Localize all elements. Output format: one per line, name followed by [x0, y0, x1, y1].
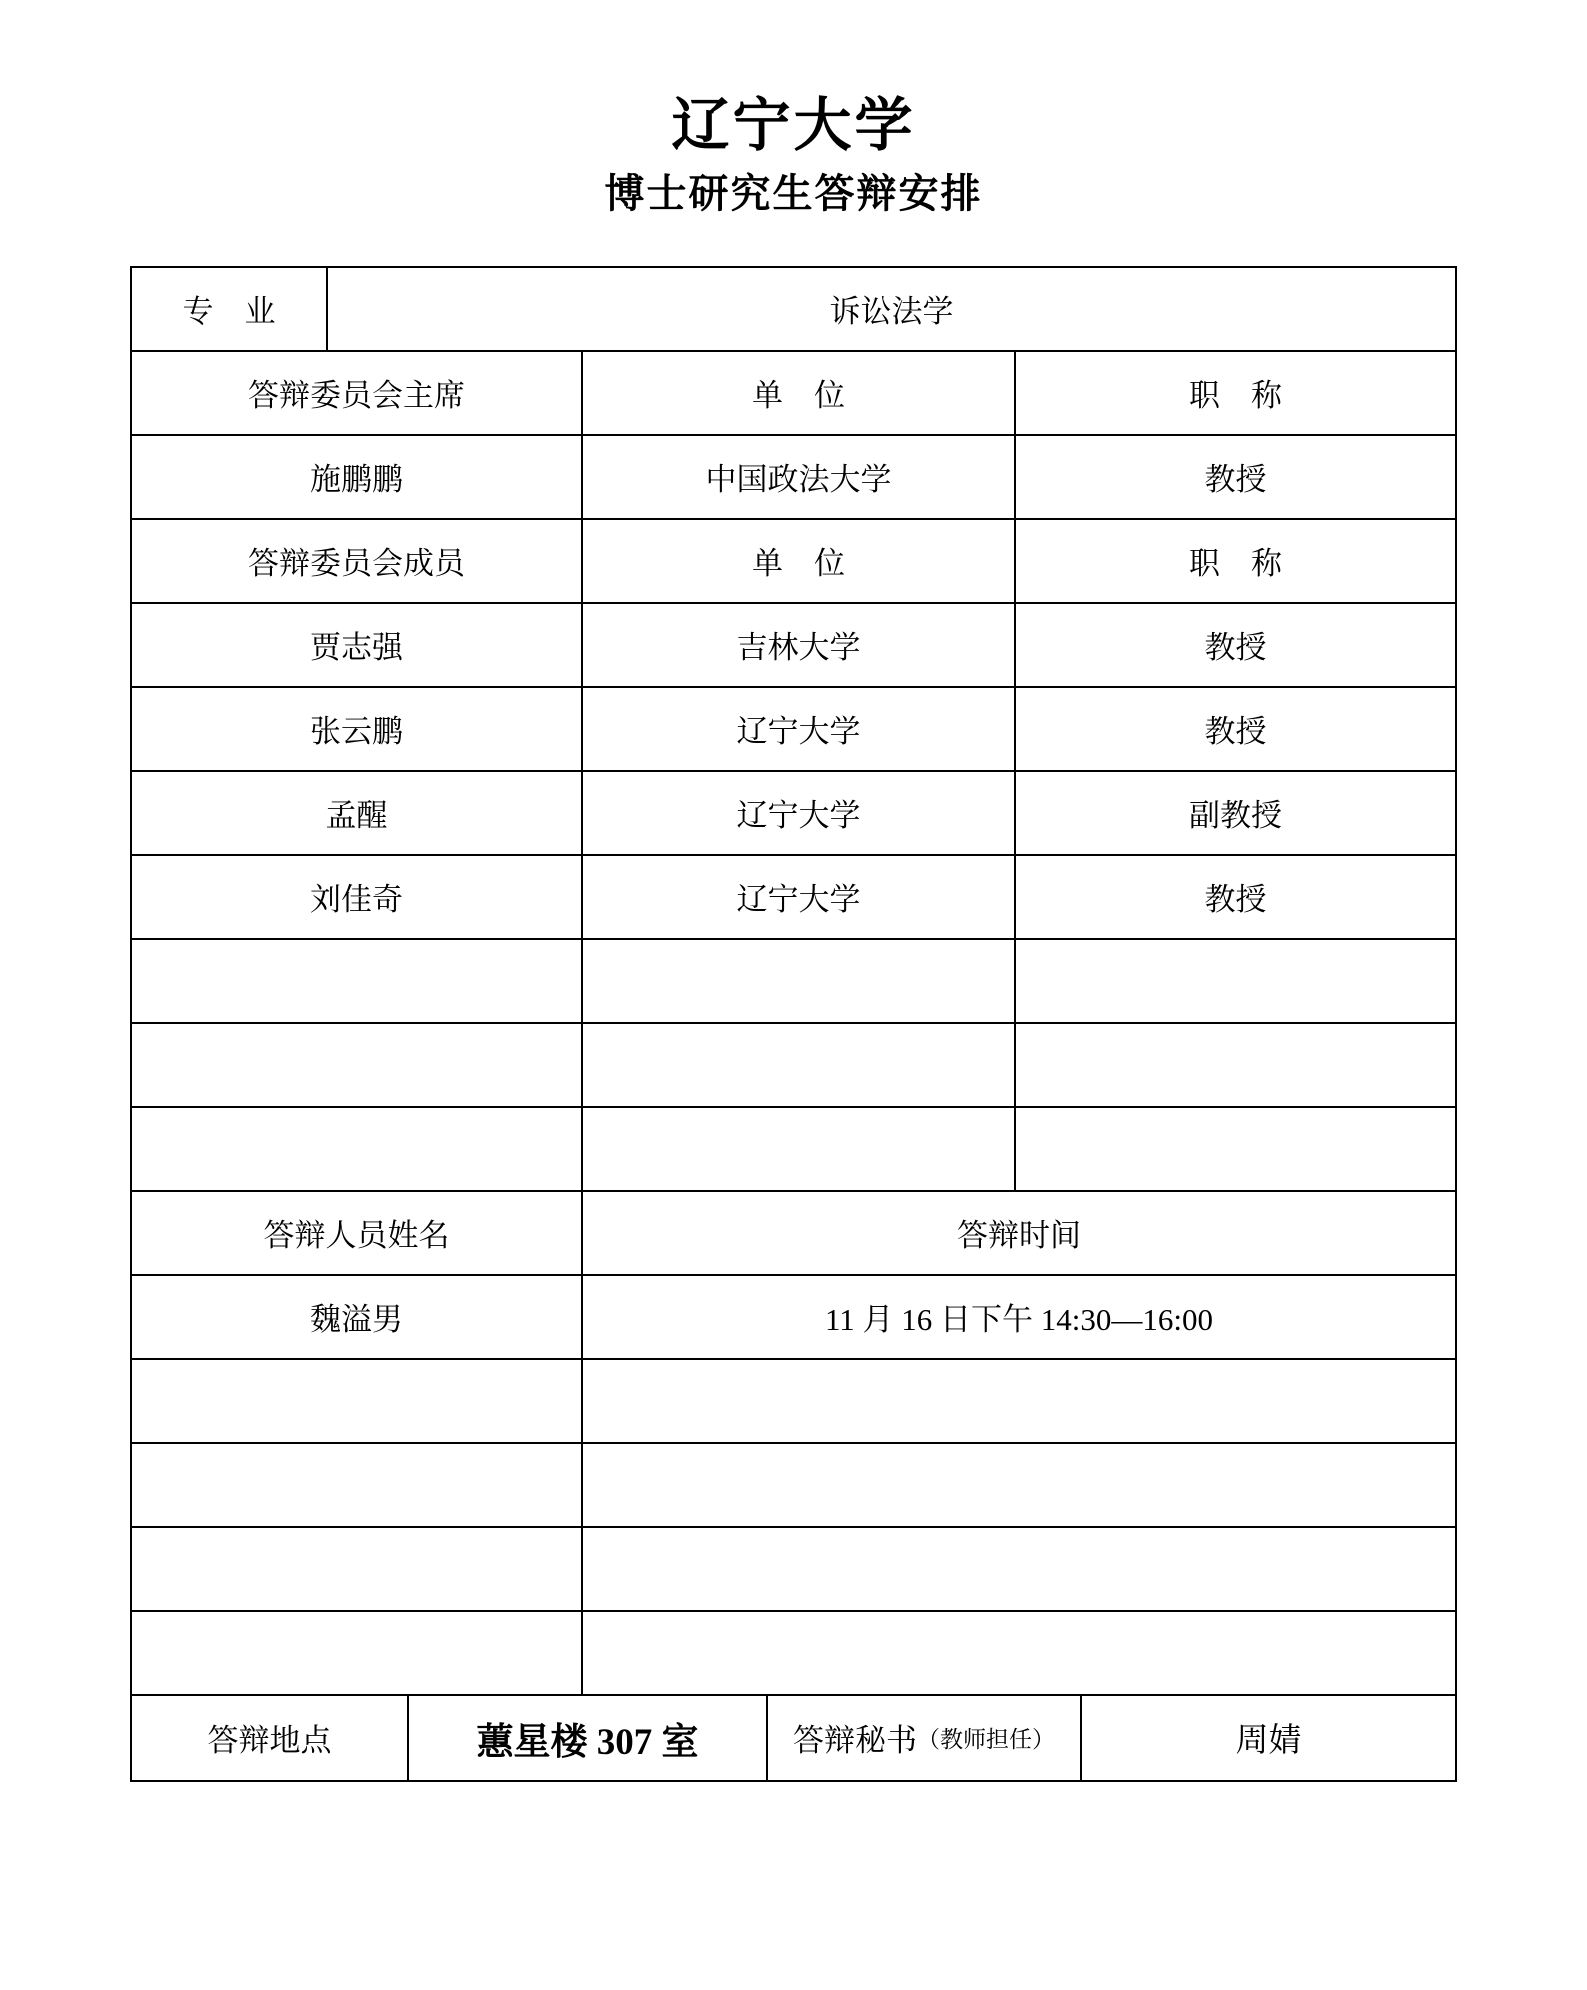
defense-time-cell: 11 月 16 日下午 14:30—16:00 — [824, 1302, 1214, 1338]
committee-chair-header-row — [132, 352, 1455, 436]
member-unit-cell: 吉林大学 — [583, 604, 1016, 686]
member-unit-header-cell: 单 位 — [583, 520, 1016, 602]
committee-member-row — [132, 1024, 1455, 1108]
member-title-cell — [1016, 1108, 1455, 1190]
member-unit-cell: 辽宁大学 — [583, 688, 1016, 770]
chair-role-header-cell: 答辩委员会主席 — [132, 352, 583, 434]
member-name-cell: 张云鹏 — [132, 688, 583, 770]
secretary-label: 答辩秘书 — [793, 1723, 917, 1759]
defense-time-cell — [583, 1528, 1455, 1610]
committee-member-row — [132, 772, 1455, 856]
defense-name-header-cell: 答辩人员姓名 — [132, 1192, 583, 1274]
major-label-cell: 专 业 — [132, 268, 328, 350]
member-title-cell — [1016, 1024, 1455, 1106]
defense-row — [132, 1528, 1455, 1612]
member-role-header-cell: 答辩委员会成员 — [132, 520, 583, 602]
member-unit-cell: 辽宁大学 — [583, 772, 1016, 854]
footer-row — [132, 1696, 1455, 1780]
member-unit-cell — [583, 1108, 1016, 1190]
defense-name-cell: 魏溢男 — [132, 1276, 583, 1358]
member-name-cell — [132, 1108, 583, 1190]
member-unit-cell — [583, 1024, 1016, 1106]
member-title-cell: 教授 — [1204, 714, 1267, 750]
committee-member-row — [132, 856, 1455, 940]
defense-time-cell — [583, 1612, 1455, 1694]
member-title-cell: 教授 — [1204, 882, 1267, 918]
page-title: 辽宁大学 — [671, 93, 916, 158]
defense-row — [132, 1360, 1455, 1444]
chair-title-cell: 教授 — [1204, 462, 1267, 498]
committee-chair-row — [132, 436, 1455, 520]
defense-time-header-cell: 答辩时间 — [957, 1218, 1081, 1254]
committee-member-row — [132, 1108, 1455, 1192]
defense-name-cell — [132, 1528, 583, 1610]
defense-row — [132, 1444, 1455, 1528]
member-name-cell: 贾志强 — [132, 604, 583, 686]
secretary-note: （教师担任） — [917, 1727, 1055, 1753]
committee-member-header-row — [132, 520, 1455, 604]
member-name-cell — [132, 940, 583, 1022]
member-title-cell: 副教授 — [1189, 798, 1282, 834]
defense-header-row — [132, 1192, 1455, 1276]
chair-unit-header-cell: 单 位 — [583, 352, 1016, 434]
location-value-cell: 蕙星楼 307 室 — [409, 1696, 768, 1780]
defense-name-cell — [132, 1612, 583, 1694]
chair-name-cell: 施鹏鹏 — [132, 436, 583, 518]
member-title-header-cell: 职 称 — [1189, 546, 1282, 582]
defense-time-cell — [583, 1360, 1455, 1442]
committee-member-row — [132, 604, 1455, 688]
location-label-cell: 答辩地点 — [132, 1696, 409, 1780]
member-name-cell: 刘佳奇 — [132, 856, 583, 938]
member-title-cell — [1016, 940, 1455, 1022]
secretary-value-cell: 周婧 — [1235, 1723, 1302, 1760]
page-subtitle: 博士研究生答辩安排 — [604, 171, 983, 216]
member-unit-cell — [583, 940, 1016, 1022]
member-name-cell — [132, 1024, 583, 1106]
defense-row — [132, 1276, 1455, 1360]
member-name-cell: 孟醒 — [132, 772, 583, 854]
defense-row — [132, 1612, 1455, 1696]
chair-title-header-cell: 职 称 — [1189, 378, 1282, 414]
committee-member-row — [132, 688, 1455, 772]
secretary-label-cell — [768, 1696, 1082, 1780]
major-row — [132, 268, 1455, 352]
chair-unit-cell: 中国政法大学 — [583, 436, 1016, 518]
member-unit-cell: 辽宁大学 — [583, 856, 1016, 938]
committee-member-row — [132, 940, 1455, 1024]
defense-name-cell — [132, 1444, 583, 1526]
defense-table — [130, 266, 1457, 1782]
defense-time-cell — [583, 1444, 1455, 1526]
defense-name-cell — [132, 1360, 583, 1442]
major-value-cell: 诉讼法学 — [829, 294, 954, 330]
member-title-cell: 教授 — [1204, 630, 1267, 666]
